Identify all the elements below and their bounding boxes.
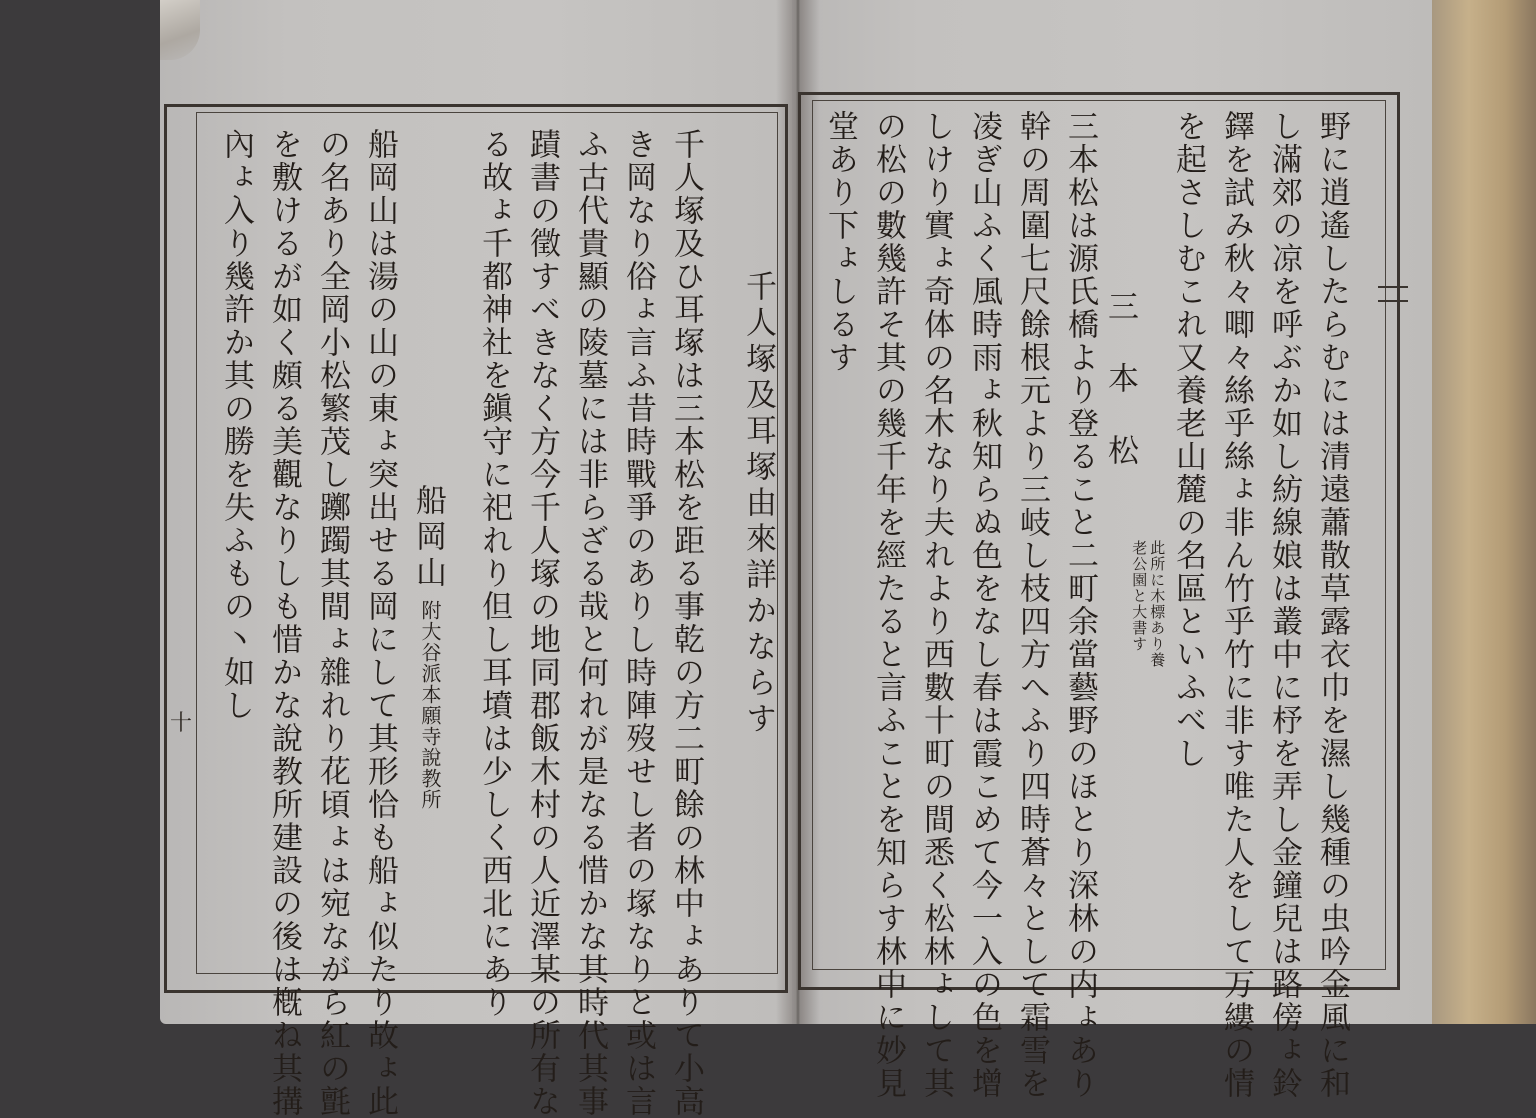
text-column: 幹の周圍七尺餘根元より三岐し枝四方へふり四時蒼々として霜雪を	[1014, 110, 1050, 1100]
text-column: 蹟書の徵すべきなく方今千人塚の地同郡飯木村の人近澤某の所有な	[524, 128, 560, 1118]
book-edge	[1432, 0, 1536, 1024]
text-column: の名あり全岡小松繁茂し躑躅其間ょ雜れり花頃ょは宛ながら紅の氈	[314, 128, 350, 1118]
marginal-note: 老公園と大書す	[1130, 540, 1149, 652]
section-heading: 三 本 松	[1102, 290, 1138, 470]
marginal-note: 此所に木標あり養	[1148, 540, 1167, 668]
text-column: 三本松は源氏橋より登ること二町余當藝野のほとり深林の内ょあり	[1062, 110, 1098, 1100]
section-subtitle: 附大谷派本願寺說教所	[418, 600, 442, 810]
text-column: 鐸を試み秋々唧々絲乎絲ょ非ん竹乎竹に非す唯た人をして万縷の情	[1218, 110, 1254, 1100]
text-column: る故ょ千都神社を鎭守に祀れり但し耳墳は少しく西北にあり	[476, 128, 512, 1019]
text-column: 千人塚及ひ耳塚は三本松を距る事乾の方二町餘の林中ょありて小高	[668, 128, 704, 1118]
section-heading: 船岡山	[410, 484, 446, 592]
text-column: し滿郊の凉を呼ぶか如し紡線娘は叢中に杼を弄し金鐘兒は路傍ょ鈴	[1266, 110, 1302, 1100]
text-column: 堂あり下ょしるす	[822, 110, 858, 374]
text-column: の松の數幾許そ其の幾千年を經たると言ふことを知らす林中に妙見	[870, 110, 906, 1100]
text-column: 野に逍遙したらむには清遠蕭散草露衣巾を濕し幾種の虫吟金風に和	[1314, 110, 1350, 1100]
text-column: ふ古代貴顯の陵墓には非らざる哉と何れが是なる惜かな其時代其事	[572, 128, 608, 1118]
text-column: を起さしむこれ又養老山麓の名區といふべし	[1170, 110, 1206, 770]
text-column: 凌ぎ山ふく風時雨ょ秋知らぬ色をなし春は霞こめて今一入の色を增	[966, 110, 1002, 1100]
margin-mark	[1378, 286, 1408, 302]
page-number: 十	[170, 711, 193, 736]
section-heading: 千人塚及耳塚由來詳かならす	[740, 270, 776, 738]
text-column: 船岡山は湯の山の東ょ突出せる岡にして其形恰も船ょ似たり故ょ此	[362, 128, 398, 1118]
text-column: 內ょ入り幾許か其の勝を失ふもの丶如し	[218, 128, 254, 722]
text-column: き岡なり俗ょ言ふ昔時戰爭のありし時陣歿せし者の塚なりと或は言	[620, 128, 656, 1118]
text-column: しけり實ょ奇体の名木なり夫れより西數十町の間悉く松林ょして其	[918, 110, 954, 1100]
text-column: を敷けるが如く頗る美觀なりしも惜かな說教所建設の後は槪ね其搆	[266, 128, 302, 1118]
